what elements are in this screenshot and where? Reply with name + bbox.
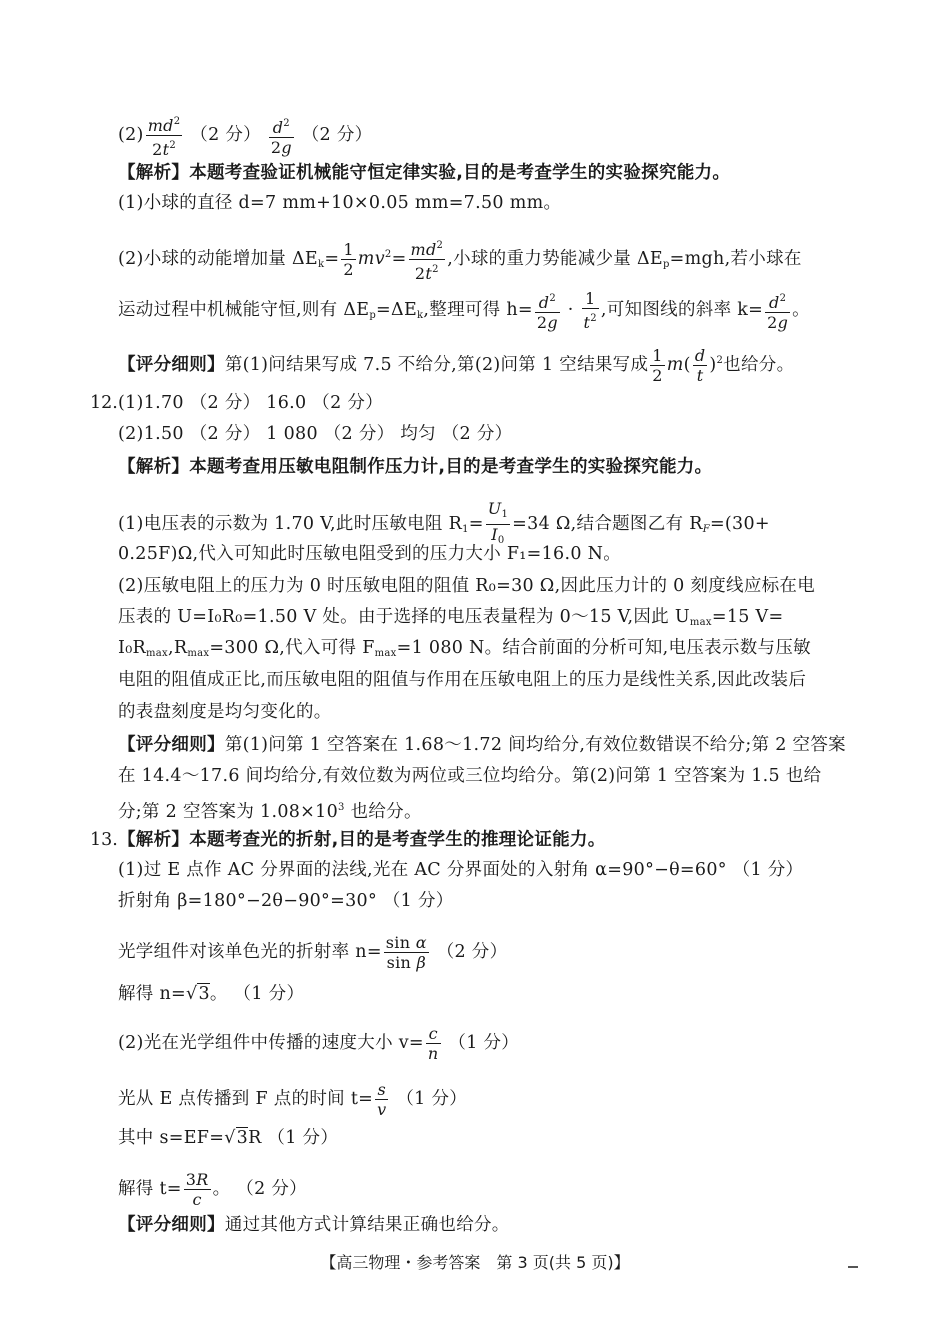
text: 也给分。 [344,802,422,822]
fraction-1-2: $\frac{1}{2}$ [343,240,354,279]
analysis-line: (1)过 E 点作 AC 分界面的法线,光在 AC 分界面处的入射角 α=90°−θ=60° （1 分） [118,860,804,880]
question-number-12: 12. [90,393,118,413]
grading-heading: 【评分细则】 [118,735,225,755]
text: 也给分。 [723,355,795,375]
grading-rules-11: 【评分细则】第(1)问结果写成 7.5 不给分,第(2)问第 1 空结果写成 $\frac{1}{2}$ m( $\frac{d}{t}$ )$^2$也给分。 [118,346,795,385]
text: (2)光在光学组件中传播的速度大小 v= [118,1033,424,1053]
fraction-1-t2: $\frac{1}{t^2}$ [583,289,597,332]
analysis-heading-12: 【解析】本题考查用压敏电阻制作压力计,目的是考查学生的实验探究能力。 [118,457,713,477]
text: 通过其他方式计算结果正确也给分。 [224,1215,510,1235]
analysis-line: (1)小球的直径 d=7 mm+10×0.05 mm=7.50 mm。 [118,193,562,213]
grading-heading: 【评分细则】 [118,1215,225,1235]
analysis-line: 压表的 U=I₀R₀=1.50 V 处。由于选择的电压表量程为 0～15 V,因此 $U_{max}=15$ V= [118,607,784,628]
text: ,可知图线的斜率 k= [600,300,764,320]
text: =300 Ω,代入可得 F [209,638,375,658]
score: （1 分） [396,1089,468,1109]
page-footer: 【高三物理・参考答案 第 3 页(共 5 页)】 [320,1253,630,1272]
text: (1)电压表的示数为 1.70 V,此时压敏电阻 R [118,514,463,534]
answer-line: (2)1.50 （2 分） 1 080 （2 分） 均匀 （2 分） [118,424,513,444]
text: 解得 n= [118,984,186,1004]
fraction-d2-2g: $\frac{d^2}{2g}$ [535,289,560,332]
text: 。 （2 分） [212,1179,307,1199]
fraction-1-2: $\frac{1}{2}$ [652,346,663,385]
text: =mgh,若小球在 [669,249,802,269]
text: 其中 s=EF= [118,1128,225,1148]
analysis-line [118,1170,880,1209]
analysis-line: 解得 n=√3。 （1 分） [118,984,305,1004]
text: I₀R [118,638,147,658]
grading-rules-12 [118,733,880,757]
analysis-line: (1)电压表的示数为 1.70 V,此时压敏电阻 $R_1=$ $\frac{U_1}{I_0}$ =34 Ω,结合题图乙有 $R_F=(30+$ [118,499,880,550]
text: 。 （1 分） [209,984,305,1004]
analysis-heading-13: 【解析】本题考查光的折射,目的是考查学生的推理论证能力。 [118,830,606,850]
grading-heading: 【评分细则】 [118,355,225,375]
text: 。 [792,300,810,320]
analysis-line: 0.25F)Ω,代入可知此时压敏电阻受到的压力大小 F₁=16.0 N。 [118,544,622,564]
fraction-d2-2g: $\frac{d^2}{2g}$ [269,114,294,157]
analysis-line [118,1024,880,1063]
analysis-line: 折射角 β=180°−2θ−90°=30° （1 分） [118,891,454,911]
grading-rules-13 [118,1213,880,1237]
text: ,小球的重力势能减少量 ΔE [447,249,663,269]
text: ,整理可得 h= [423,300,533,320]
text: =34 Ω,结合题图乙有 R [512,514,703,534]
text: 压表的 U=I₀R₀=1.50 V 处。由于选择的电压表量程为 0～15 V,因此 U [118,607,690,627]
fraction-u1-i0: $\frac{U_1}{I_0}$ [487,499,509,546]
text: 第(1)问结果写成 7.5 不给分,第(2)问第 1 空结果写成 [224,355,649,375]
fraction-md2-2t2: $\frac{md^2}{2t^2}$ [146,112,183,159]
text: =(30+ [709,514,770,534]
text: ,R [168,638,188,658]
text: =1 080 N。结合前面的分析可知,电压表示数与压敏 [396,638,811,658]
text: 运动过程中机械能守恒,则有 ΔE [118,300,370,320]
analysis-line: 运动过程中机械能守恒,则有 $\Delta E_p=\Delta E_k$,整理可得 h= $\frac{d^2}{2g}$ · $\frac{1}{t^2}$ ,可知图线的斜率 k= $\frac{d^2}{2g}$ 。 [118,289,810,332]
fraction-d2-2g: $\frac{d^2}{2g}$ [765,289,790,332]
score: （2 分） [436,942,508,962]
text: 光学组件对该单色光的折射率 n= [118,942,382,962]
score: （2 分） [190,125,261,145]
text: 分;第 2 空答案为 1.08×10 [118,802,339,822]
answer-line: (1)1.70 （2 分） 16.0 （2 分） [118,393,383,413]
fraction-md2-2t2: $\frac{md^2}{2t^2}$ [409,236,446,283]
grading-line: 分;第 2 空答案为 $1.08\times 10^3$ 也给分。 [118,802,422,822]
grading-line: 在 14.4～17.6 间均给分,有效位数为两位或三位均给分。第(2)问第 1 空答案为 1.5 也给 [118,766,822,786]
question-number-13: 13. [90,830,118,850]
analysis-line: (2)压敏电阻上的压力为 0 时压敏电阻的阻值 R₀=30 Ω,因此压力计的 0 刻度线应标在电 [118,576,816,596]
fraction-sin-alpha-sin-beta: $\frac{\text{sin α}}{\text{sin β}}$ [385,933,427,972]
analysis-heading-11: 【解析】本题考查验证机械能守恒定律实验,目的是考查学生的实验探究能力。 [118,163,731,183]
fraction-c-n: $\frac{c}{n}$ [427,1024,439,1063]
text: 第(1)问第 1 空答案在 1.68～1.72 间均给分,有效位数错误不给分;第 2 空答案 [224,735,846,755]
analysis-line: 电阻的阻值成正比,而压敏电阻的阻值与作用在压敏电阻上的压力是线性关系,因此改装后 [118,670,807,690]
text: R （1 分） [248,1128,339,1148]
fraction-d-t: $\frac{d}{t}$ [694,346,706,385]
text: =15 V= [711,607,784,627]
analysis-line: 其中 s=EF=√3R （1 分） [118,1128,339,1148]
text: (2)小球的动能增加量 ΔE [118,249,318,269]
analysis-line [118,933,880,972]
analysis-line: (2)小球的动能增加量 $\Delta E_k=$ $\frac{1}{2}$ $mv^2=$ $\frac{md^2}{2t^2}$ ,小球的重力势能减少量 $\Delta E_p=mgh$,若小球在 [118,236,880,283]
label: (2) [118,125,144,145]
analysis-line [118,1080,880,1119]
corner-mark [848,1266,858,1268]
analysis-line: 的表盘刻度是均匀变化的。 [118,702,332,722]
answer-line-11-2 [118,112,880,159]
fraction-3r-c: $\frac{3R}{c}$ [185,1170,209,1209]
text: =ΔE [376,300,418,320]
text: 光从 E 点传播到 F 点的时间 t= [118,1089,374,1109]
score: （1 分） [448,1033,520,1053]
text: 解得 t= [118,1179,182,1199]
text: = [324,249,340,269]
analysis-line: $I_0R_{max},R_{max}=300$ Ω,代入可得 $F_{max}=1$ 080 N。结合前面的分析可知,电压表示数与压敏 [118,638,811,659]
score: （2 分） [301,125,373,145]
fraction-s-v: $\frac{s}{v}$ [377,1080,387,1119]
